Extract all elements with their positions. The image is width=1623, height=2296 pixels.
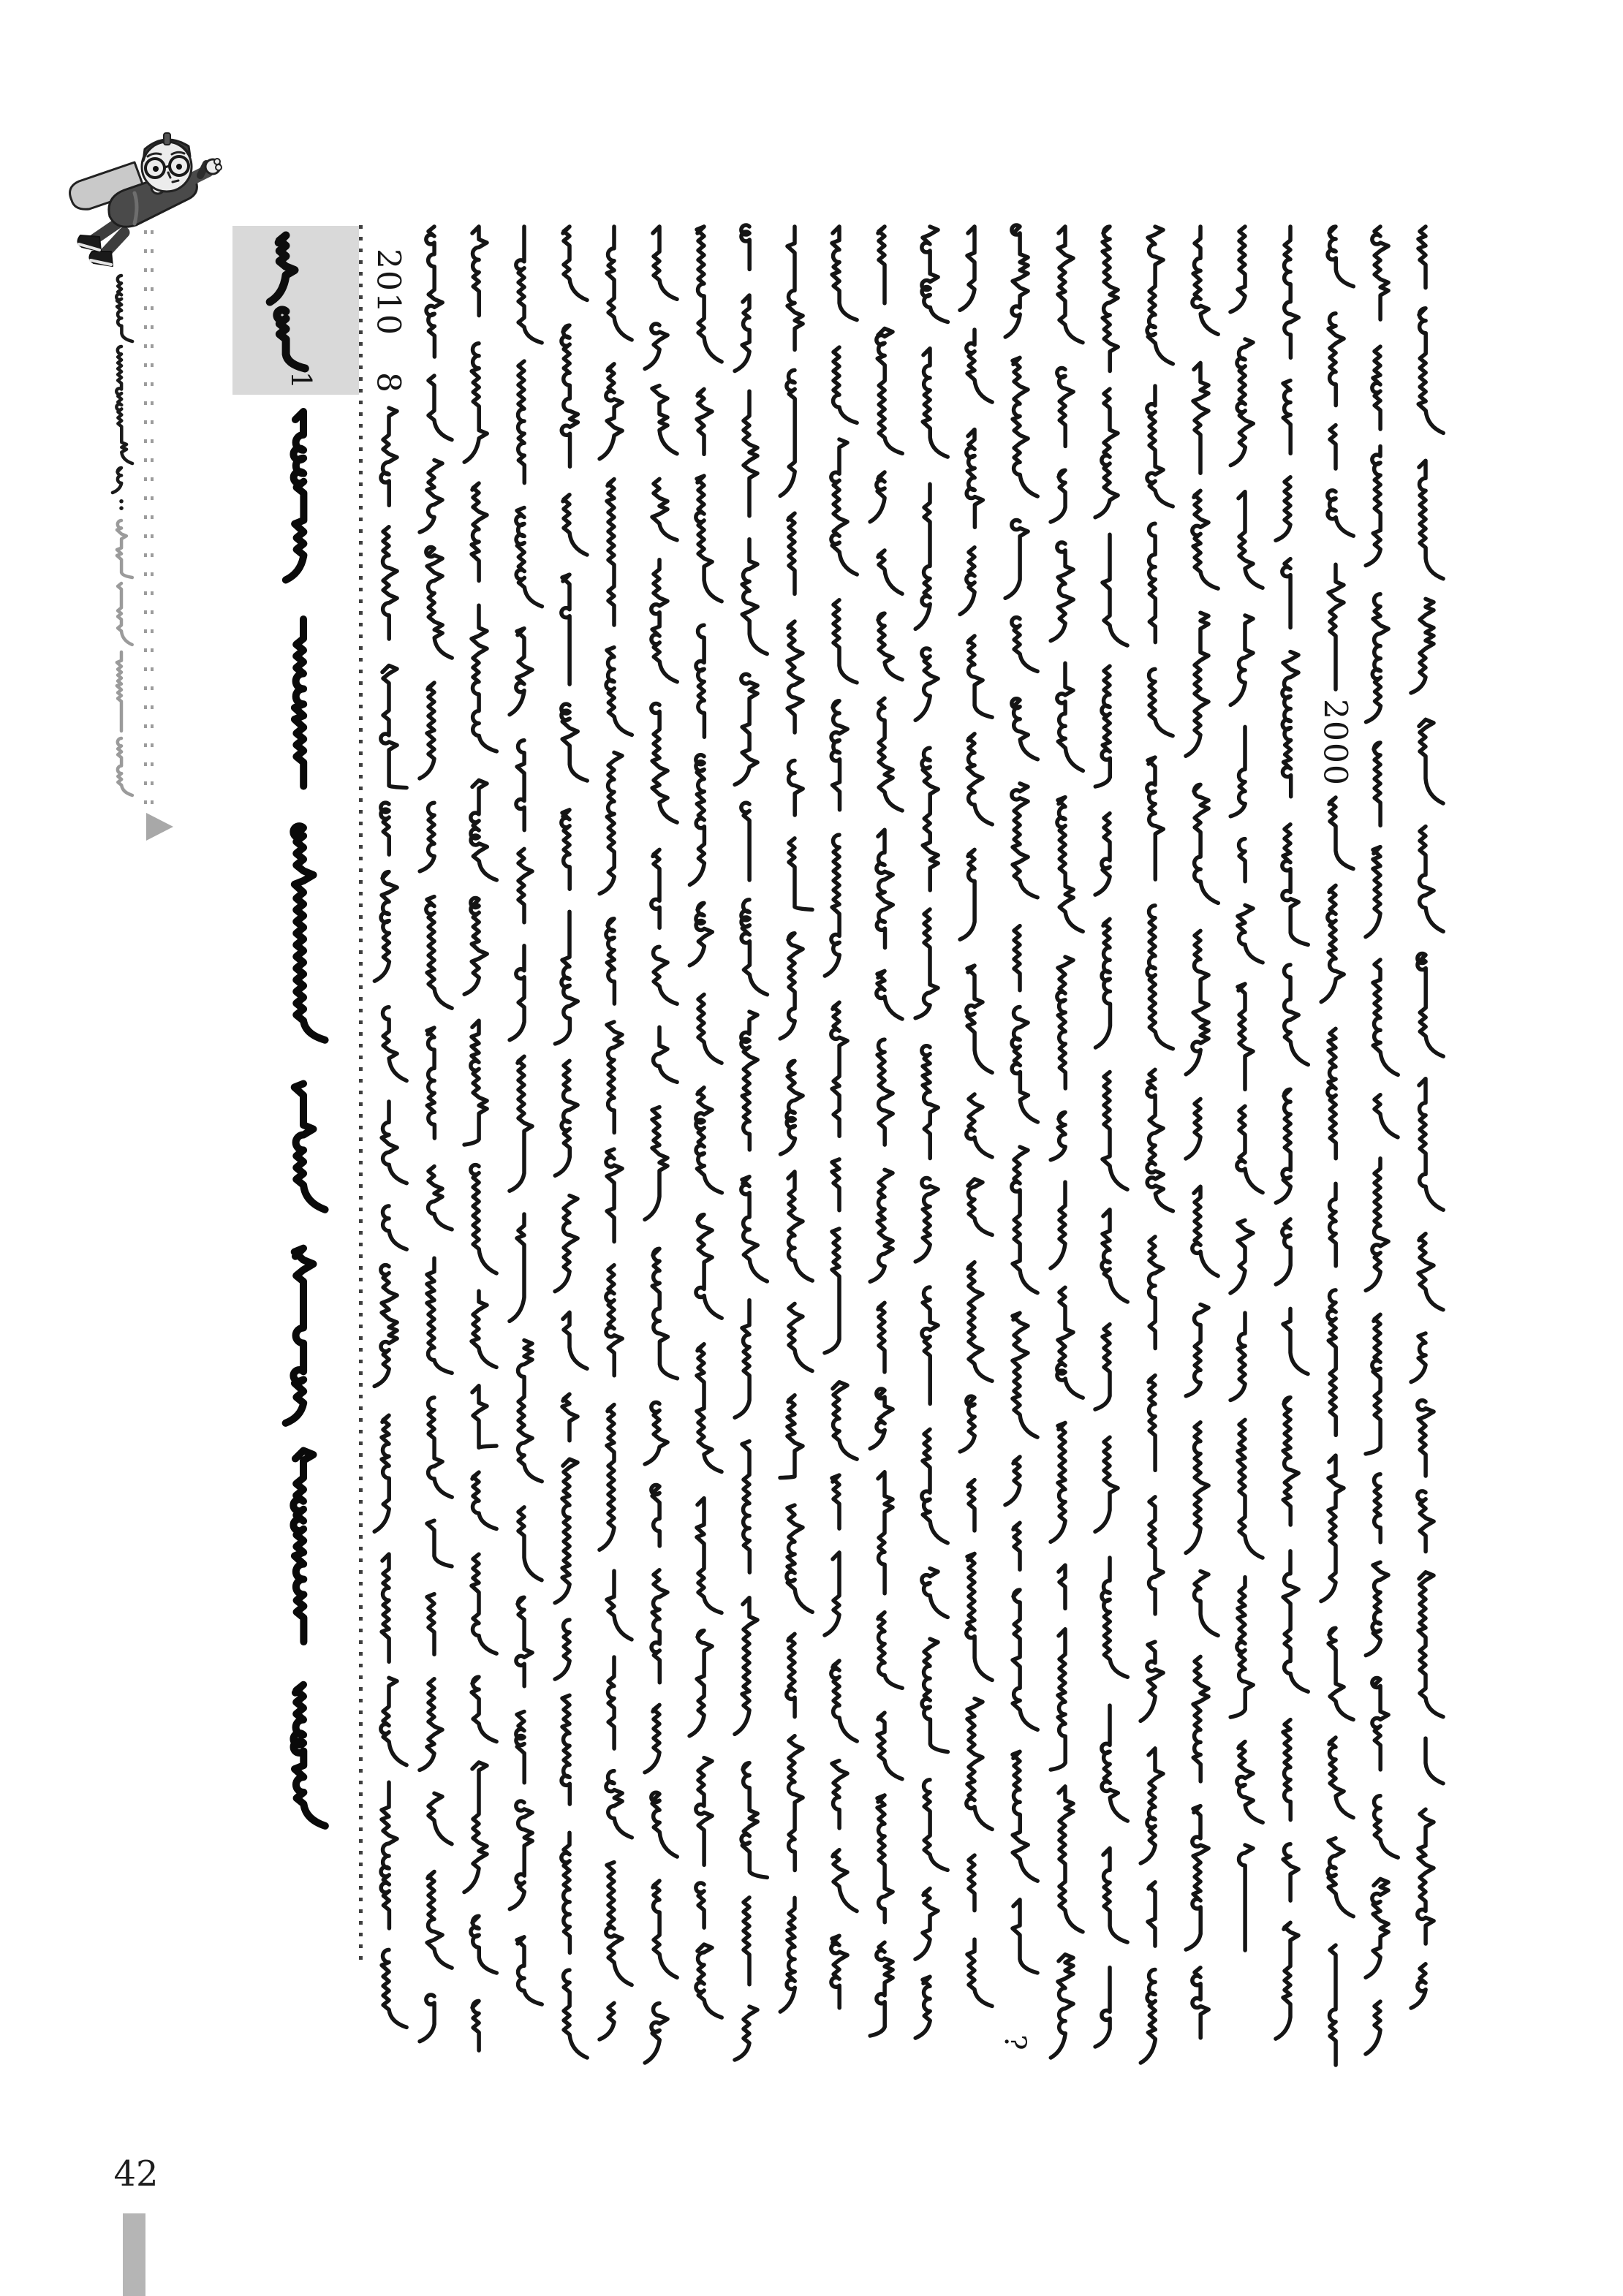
- body-year-2000: 2000: [1316, 699, 1354, 787]
- question-mark: ?: [998, 2034, 1032, 2052]
- date-month: 8: [369, 372, 407, 394]
- margin-note-colon: :: [117, 490, 126, 516]
- title-words: [270, 235, 305, 368]
- page-number: 42: [113, 2153, 159, 2194]
- margin-note-column: [113, 276, 132, 795]
- heading-column: [286, 412, 325, 1826]
- date-year: 2010: [369, 249, 407, 336]
- body-text-columns: [374, 225, 1443, 2065]
- exercise-number: 1: [285, 371, 317, 390]
